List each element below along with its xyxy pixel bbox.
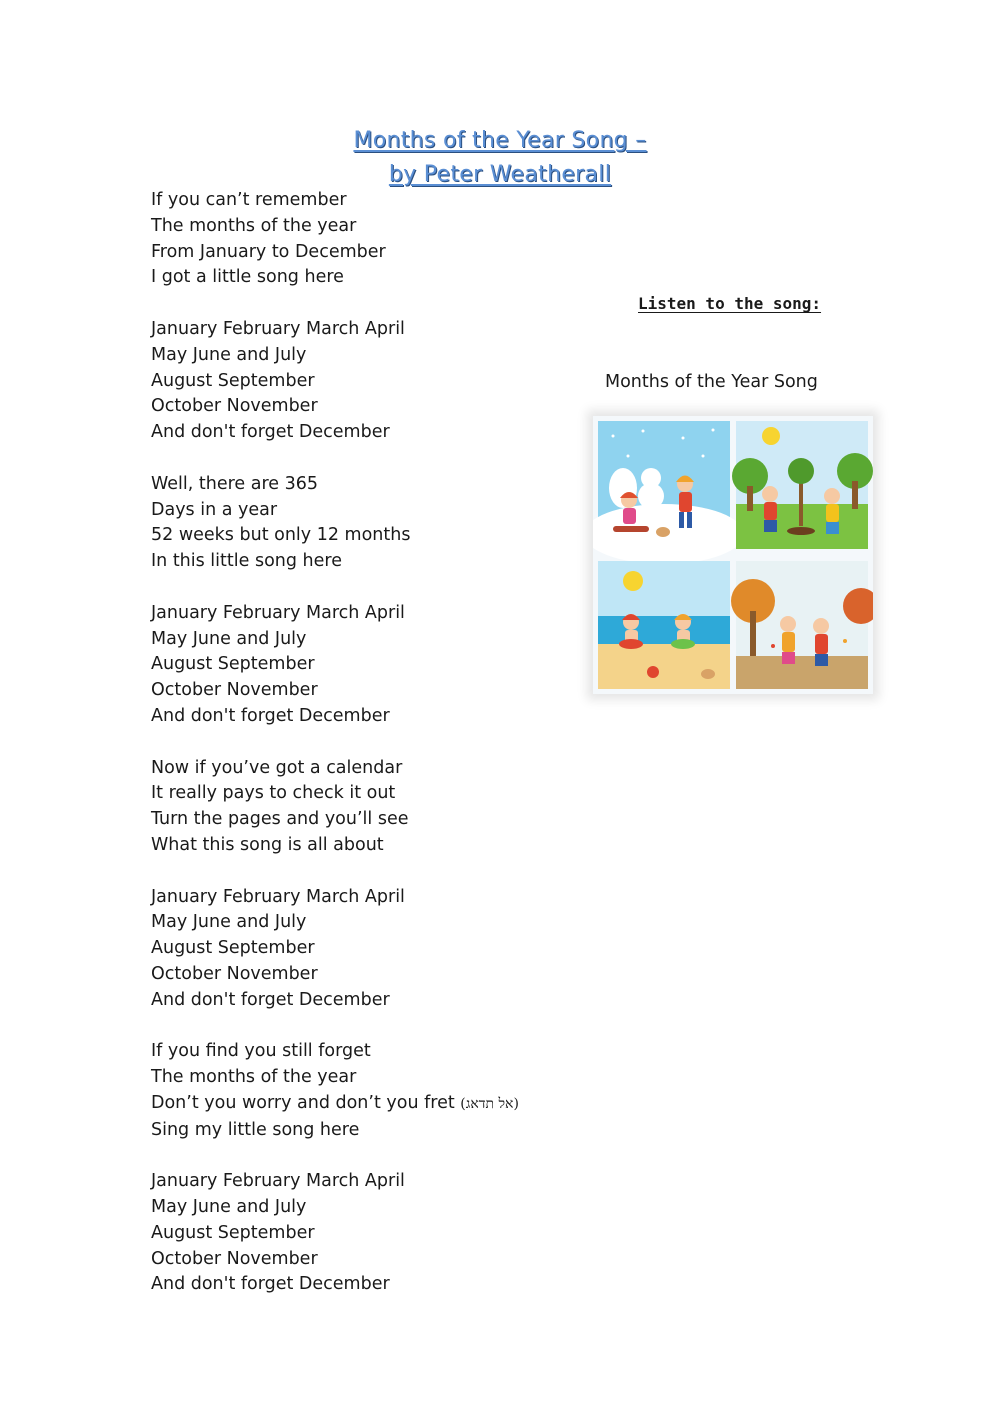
lyric-line: If you can’t remember <box>151 190 347 210</box>
lyrics <box>151 188 581 1324</box>
lyric-line: And don't forget December <box>151 1274 390 1295</box>
stanza <box>151 472 581 575</box>
lyric-line: October November <box>151 396 318 417</box>
lyric-text: Don’t you worry and don’t you fret <box>151 1092 455 1113</box>
lyric-line: May June and July <box>151 912 307 933</box>
hebrew-translation-note: (אל תדאג) <box>460 1095 519 1112</box>
title-line-2: by Peter Weatherall <box>388 162 612 187</box>
chorus <box>151 885 581 1014</box>
lyric-line: If you find you still forget <box>151 1041 371 1062</box>
autumn-panel <box>731 561 873 689</box>
lyric-line: Turn the pages and you’ll see <box>151 809 409 830</box>
lyric-line: January February March April <box>151 1171 405 1192</box>
lyric-line: From January to December <box>151 241 386 262</box>
lyric-line: Well, there are 365 <box>151 473 319 494</box>
lyric-line: I got a little song here <box>151 267 344 288</box>
lyric-line: August September <box>151 370 315 391</box>
spring-panel <box>732 421 873 549</box>
lyric-line: 52 weeks but only 12 months <box>151 525 411 546</box>
stanza <box>151 756 581 859</box>
lyric-line: And don't forget December <box>151 422 390 443</box>
lyric-line: Now if you’ve got a calendar <box>151 757 403 778</box>
lyric-line: And don't forget December <box>151 989 390 1010</box>
lyric-line: What this song is all about <box>151 834 384 855</box>
song-link[interactable]: Months of the Year Song <box>605 372 818 392</box>
stanza <box>151 1039 581 1143</box>
lyric-line: May June and July <box>151 344 307 365</box>
lyric-line: January February March April <box>151 318 405 339</box>
lyric-line: August September <box>151 1222 315 1243</box>
page-title <box>0 124 1000 192</box>
lyric-line: May June and July <box>151 1197 307 1218</box>
lyric-line: Days in a year <box>151 499 278 520</box>
winter-panel <box>593 421 744 564</box>
lyric-line: The months of the year <box>151 1067 357 1088</box>
title-line-1: Months of the Year Song – <box>353 128 647 153</box>
lyric-line: The months of the year <box>151 215 357 236</box>
lyric-line: January February March April <box>151 602 405 623</box>
lyric-line: In this little song here <box>151 551 342 572</box>
lyric-line: August September <box>151 938 315 959</box>
lyric-line: August September <box>151 654 315 675</box>
chorus <box>151 317 581 446</box>
seasons-illustration <box>593 416 873 694</box>
lyric-line: And don't forget December <box>151 705 390 726</box>
chorus <box>151 1169 581 1298</box>
lyric-line: October November <box>151 963 318 984</box>
lyric-line: October November <box>151 1248 318 1269</box>
lyric-line: May June and July <box>151 628 307 649</box>
lyric-line-with-note <box>151 1091 581 1118</box>
lyric-line: Sing my little song here <box>151 1119 360 1140</box>
chorus <box>151 601 581 730</box>
lyric-line: It really pays to check it out <box>151 783 396 804</box>
lyric-line: January February March April <box>151 886 405 907</box>
lyric-line: October November <box>151 680 318 701</box>
stanza <box>151 188 581 291</box>
summer-panel <box>598 561 730 689</box>
listen-heading: Listen to the song: <box>638 294 822 313</box>
